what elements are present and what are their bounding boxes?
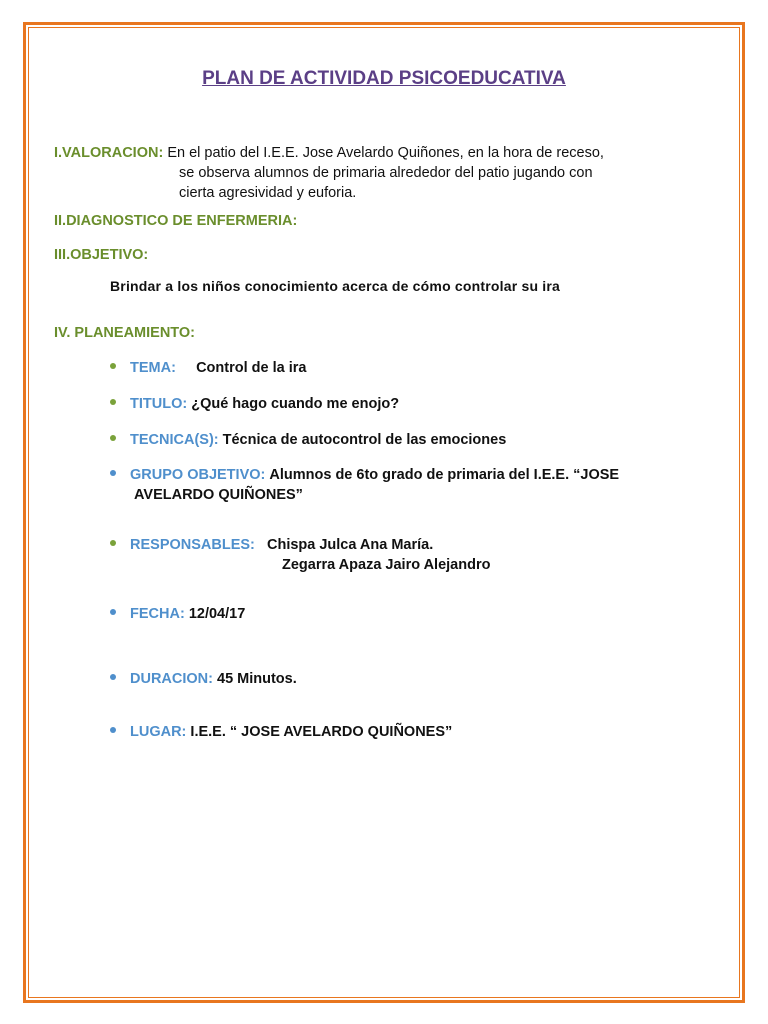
tema-value: Control de la ira bbox=[196, 360, 307, 376]
grupo-label: GRUPO OBJETIVO: bbox=[130, 467, 266, 483]
list-item-titulo bbox=[110, 394, 399, 414]
bullet-icon bbox=[110, 540, 116, 546]
list-item-duracion bbox=[110, 669, 297, 689]
fecha-label: FECHA: bbox=[130, 606, 185, 622]
tecnica-value: Técnica de autocontrol de las emociones bbox=[222, 432, 507, 448]
titulo-value: ¿Qué hago cuando me enojo? bbox=[191, 396, 400, 412]
list-item-grupo-objetivo bbox=[110, 465, 619, 505]
lugar-label: LUGAR: bbox=[130, 724, 187, 740]
planeamiento-heading: IV. PLANEAMIENTO: bbox=[54, 325, 195, 341]
grupo-value: Alumnos de 6to grado de primaria del I.E.E. “JOSE bbox=[269, 467, 620, 483]
tema-label: TEMA: bbox=[130, 360, 176, 376]
valoracion-section bbox=[54, 143, 658, 203]
responsables-label: RESPONSABLES: bbox=[130, 537, 255, 553]
document-title: PLAN DE ACTIVIDAD PSICOEDUCATIVA bbox=[202, 68, 566, 89]
bullet-icon bbox=[110, 399, 116, 405]
tecnica-label: TECNICA(S): bbox=[130, 432, 219, 448]
bullet-icon bbox=[110, 674, 116, 680]
bullet-icon bbox=[110, 363, 116, 369]
grupo-value-line-2: AVELARDO QUIÑONES” bbox=[134, 487, 303, 503]
duracion-label: DURACION: bbox=[130, 671, 213, 687]
valoracion-line-3: cierta agresividad y euforia. bbox=[179, 185, 357, 201]
valoracion-line-1: En el patio del I.E.E. Jose Avelardo Quiñones, en la hora de receso, bbox=[167, 145, 604, 161]
fecha-value: 12/04/17 bbox=[188, 606, 246, 622]
titulo-label: TITULO: bbox=[130, 396, 188, 412]
lugar-value: I.E.E. “ JOSE AVELARDO QUIÑONES” bbox=[190, 724, 453, 740]
responsables-value-line-2: Zegarra Apaza Jairo Alejandro bbox=[282, 557, 491, 573]
diagnostico-heading: II.DIAGNOSTICO DE ENFERMERIA: bbox=[54, 213, 298, 229]
list-item-fecha bbox=[110, 604, 245, 624]
objetivo-heading: III.OBJETIVO: bbox=[54, 247, 149, 263]
bullet-icon bbox=[110, 727, 116, 733]
list-item-tema bbox=[110, 358, 306, 378]
objetivo-text: Brindar a los niños conocimiento acerca de cómo controlar su ira bbox=[110, 278, 561, 294]
list-item-responsables bbox=[110, 535, 490, 575]
duracion-value: 45 Minutos. bbox=[217, 671, 297, 687]
bullet-icon bbox=[110, 470, 116, 476]
valoracion-label: I.VALORACION: bbox=[54, 145, 164, 161]
valoracion-line-2: se observa alumnos de primaria alrededor del patio jugando con bbox=[179, 165, 593, 181]
bullet-icon bbox=[110, 435, 116, 441]
responsables-value: Chispa Julca Ana María. bbox=[266, 537, 434, 553]
bullet-icon bbox=[110, 609, 116, 615]
list-item-lugar bbox=[110, 722, 452, 742]
list-item-tecnica bbox=[110, 430, 506, 450]
